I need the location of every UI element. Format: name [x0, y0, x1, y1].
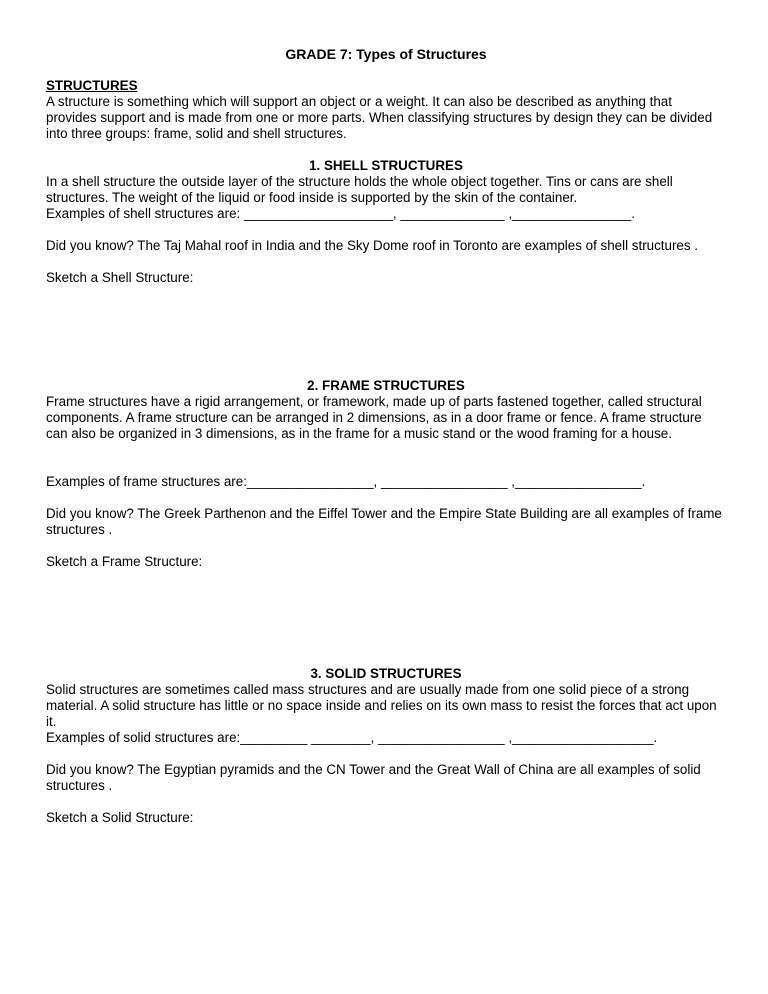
frame-did-you-know: Did you know? The Greek Parthenon and the Eiffel Tower and the Empire State Building are all examples of frame structures .	[46, 506, 722, 537]
solid-heading: 3. SOLID STRUCTURES	[310, 666, 462, 681]
solid-body: Solid structures are sometimes called mass structures and are usually made from one solid piece of a strong material. A solid structure has little or no space inside and relies on its own mass to resist the forces that act upon it.	[46, 682, 717, 729]
solid-examples-line: Examples of solid structures are:_________ ________, _________________ ,___________________.	[46, 730, 658, 745]
frame-body: Frame structures have a rigid arrangement, or framework, made up of parts fastened together, called structural components. A frame structure can be arranged in 2 dimensions, as in a door frame or fence. A frame structure can also be organized in 3 dimensions, as in the frame for a music stand or the wood framing for a house.	[46, 394, 702, 441]
shell-sketch-prompt: Sketch a Shell Structure:	[46, 270, 194, 285]
shell-examples-line: Examples of shell structures are: ____________________, ______________ ,________________.	[46, 206, 635, 221]
page-title: GRADE 7: Types of Structures	[285, 46, 487, 62]
intro-text: A structure is something which will support an object or a weight. It can also be described as anything that provides support and is made from one or more parts. When classifying structures by design they can be divided into three groups: frame, solid and shell structures.	[46, 94, 713, 141]
frame-sketch-prompt: Sketch a Frame Structure:	[46, 554, 203, 569]
frame-heading: 2. FRAME STRUCTURES	[307, 378, 465, 393]
solid-sketch-area[interactable]	[46, 828, 726, 968]
intro-heading: STRUCTURES	[46, 78, 138, 93]
frame-sketch-area[interactable]	[46, 572, 726, 664]
shell-body: In a shell structure the outside layer of the structure holds the whole object together. Tins or cans are shell structures. The weight of the liquid or food inside is supported by the skin of the container.	[46, 174, 673, 205]
solid-sketch-prompt: Sketch a Solid Structure:	[46, 810, 194, 825]
frame-examples-line: Examples of frame structures are:_________________, _________________ ,_________________.	[46, 474, 646, 489]
shell-heading: 1. SHELL STRUCTURES	[309, 158, 463, 173]
solid-did-you-know: Did you know? The Egyptian pyramids and the CN Tower and the Great Wall of China are all examples of solid structures .	[46, 762, 701, 793]
shell-did-you-know: Did you know? The Taj Mahal roof in India and the Sky Dome roof in Toronto are examples of shell structures .	[46, 238, 699, 253]
shell-sketch-area[interactable]	[46, 288, 726, 374]
